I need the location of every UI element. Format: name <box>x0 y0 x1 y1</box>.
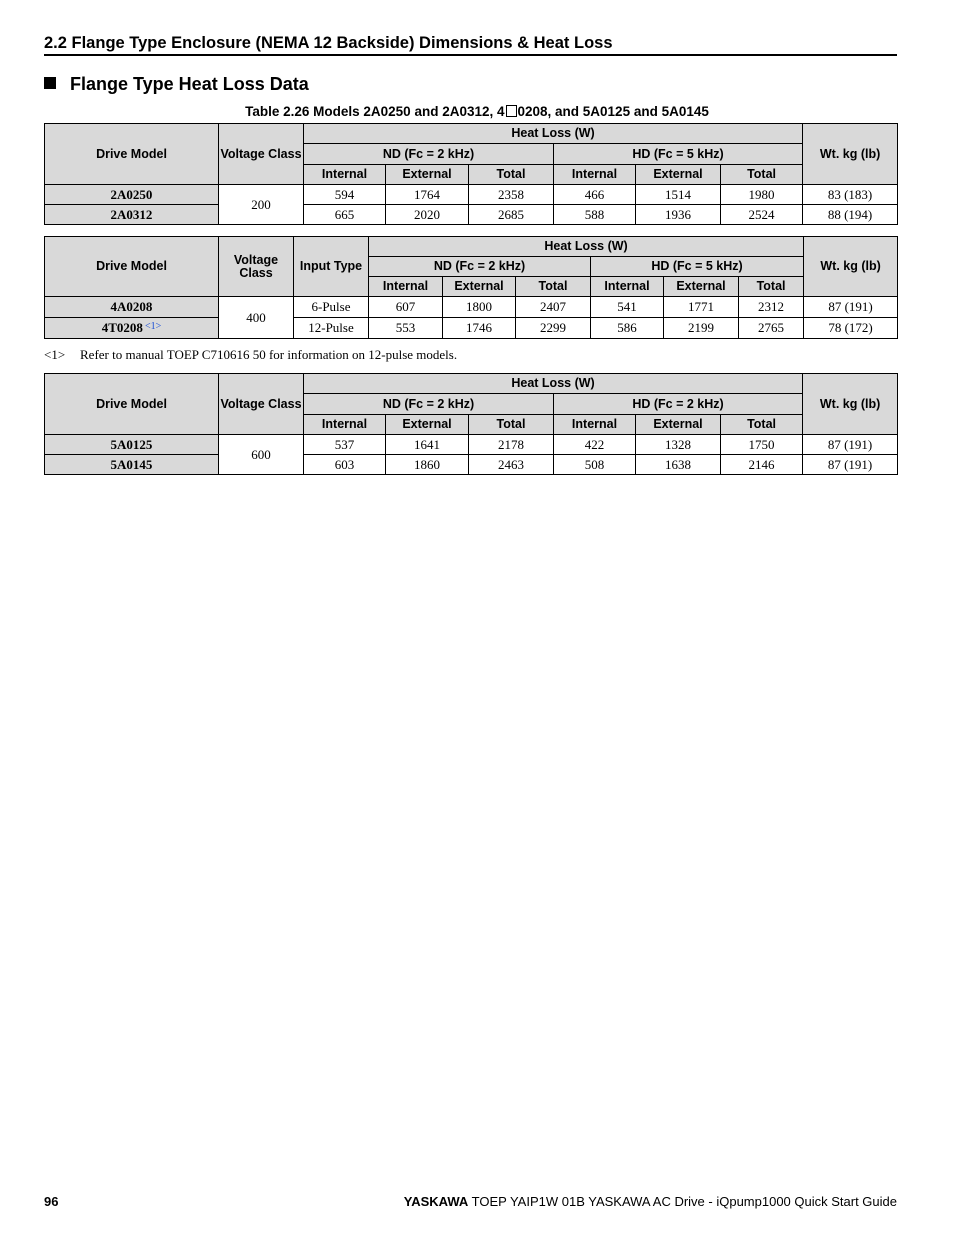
header-hd-internal: Internal <box>554 165 636 185</box>
weight-cell: 87 (191) <box>803 455 898 475</box>
page-number: 96 <box>44 1194 59 1209</box>
weight-cell: 83 (183) <box>803 185 898 205</box>
hd-external-cell: 1936 <box>636 205 721 225</box>
drive-model-cell: 2A0312 <box>45 205 219 225</box>
voltage-cell: 200 <box>219 185 304 225</box>
caption-prefix: Table 2.26 Models 2A0250 and 2A0312, 4 <box>245 104 505 119</box>
hd-total-cell: 2312 <box>739 297 804 318</box>
header-hd: HD (Fc = 5 kHz) <box>591 257 804 277</box>
nd-total-cell: 2463 <box>469 455 554 475</box>
header-nd-total: Total <box>469 415 554 435</box>
caption-suffix: 0208, and 5A0125 and 5A0145 <box>517 104 709 119</box>
nd-external-cell: 1764 <box>386 185 469 205</box>
table-row <box>45 205 898 225</box>
weight-cell: 78 (172) <box>804 318 898 339</box>
header-nd-internal: Internal <box>304 415 386 435</box>
header-weight: Wt. kg (lb) <box>804 237 898 297</box>
footer-title: TOEP YAIP1W 01B YASKAWA AC Drive - iQpump1000 Quick Start Guide <box>468 1194 897 1209</box>
hd-external-cell: 1771 <box>664 297 739 318</box>
nd-external-cell: 1860 <box>386 455 469 475</box>
nd-internal-cell: 594 <box>304 185 386 205</box>
header-weight: Wt. kg (lb) <box>803 124 898 185</box>
heat-loss-table-400v <box>44 236 898 339</box>
nd-internal-cell: 607 <box>369 297 443 318</box>
header-nd-total: Total <box>516 277 591 297</box>
hd-external-cell: 1328 <box>636 435 721 455</box>
header-nd: ND (Fc = 2 kHz) <box>304 394 554 415</box>
header-nd-external: External <box>386 165 469 185</box>
header-hd-internal: Internal <box>554 415 636 435</box>
nd-internal-cell: 665 <box>304 205 386 225</box>
table-row <box>45 455 898 475</box>
footnote <box>44 347 457 363</box>
header-hd-external: External <box>636 165 721 185</box>
nd-total-cell: 2299 <box>516 318 591 339</box>
hd-total-cell: 1750 <box>721 435 803 455</box>
nd-external-cell: 2020 <box>386 205 469 225</box>
header-drive-model: Drive Model <box>45 124 219 185</box>
header-voltage-class: Voltage Class <box>219 237 294 297</box>
hd-total-cell: 2146 <box>721 455 803 475</box>
header-nd: ND (Fc = 2 kHz) <box>369 257 591 277</box>
header-nd-internal: Internal <box>304 165 386 185</box>
nd-internal-cell: 603 <box>304 455 386 475</box>
drive-model-cell: 2A0250 <box>45 185 219 205</box>
header-heat-loss: Heat Loss (W) <box>369 237 804 257</box>
hd-internal-cell: 466 <box>554 185 636 205</box>
hd-internal-cell: 588 <box>554 205 636 225</box>
hd-internal-cell: 541 <box>591 297 664 318</box>
header-nd-external: External <box>386 415 469 435</box>
footnote-link[interactable]: <1> <box>144 321 162 332</box>
header-drive-model: Drive Model <box>45 237 219 297</box>
footer-text <box>404 1194 897 1209</box>
header-heat-loss: Heat Loss (W) <box>304 124 803 144</box>
square-bullet-icon <box>44 77 56 89</box>
box-placeholder-icon <box>506 105 517 117</box>
table-row <box>45 435 898 455</box>
weight-cell: 88 (194) <box>803 205 898 225</box>
voltage-cell: 600 <box>219 435 304 475</box>
hd-internal-cell: 422 <box>554 435 636 455</box>
weight-cell: 87 (191) <box>804 297 898 318</box>
header-voltage-class: Voltage Class <box>219 124 304 185</box>
footnote-text: Refer to manual TOEP C710616 50 for information on 12-pulse models. <box>80 347 458 362</box>
nd-internal-cell: 537 <box>304 435 386 455</box>
nd-total-cell: 2178 <box>469 435 554 455</box>
drive-model-cell <box>45 318 219 339</box>
header-hd: HD (Fc = 2 kHz) <box>554 394 803 415</box>
hd-external-cell: 1514 <box>636 185 721 205</box>
header-drive-model: Drive Model <box>45 374 219 435</box>
drive-model-cell: 4A0208 <box>45 297 219 318</box>
nd-total-cell: 2407 <box>516 297 591 318</box>
header-hd-total: Total <box>721 415 803 435</box>
subsection-title <box>44 74 309 95</box>
header-hd-external: External <box>636 415 721 435</box>
header-nd-external: External <box>443 277 516 297</box>
nd-external-cell: 1746 <box>443 318 516 339</box>
heat-loss-table-600v <box>44 373 898 475</box>
heat-loss-table-200v <box>44 123 898 225</box>
drive-model-cell: 5A0125 <box>45 435 219 455</box>
header-nd: ND (Fc = 2 kHz) <box>304 144 554 165</box>
header-hd-total: Total <box>721 165 803 185</box>
section-title: 2.2 Flange Type Enclosure (NEMA 12 Backside) Dimensions & Heat Loss <box>44 34 897 56</box>
hd-total-cell: 2765 <box>739 318 804 339</box>
footnote-mark: <1> <box>44 347 66 362</box>
header-nd-total: Total <box>469 165 554 185</box>
header-hd-internal: Internal <box>591 277 664 297</box>
hd-internal-cell: 586 <box>591 318 664 339</box>
input-type-cell: 6-Pulse <box>294 297 369 318</box>
header-input-type: Input Type <box>294 237 369 297</box>
table-row <box>45 318 898 339</box>
header-hd-external: External <box>664 277 739 297</box>
header-hd-total: Total <box>739 277 804 297</box>
nd-total-cell: 2685 <box>469 205 554 225</box>
header-heat-loss: Heat Loss (W) <box>304 374 803 394</box>
hd-external-cell: 2199 <box>664 318 739 339</box>
weight-cell: 87 (191) <box>803 435 898 455</box>
drive-model-cell: 5A0145 <box>45 455 219 475</box>
subsection-title-text: Flange Type Heat Loss Data <box>70 74 309 94</box>
nd-external-cell: 1800 <box>443 297 516 318</box>
table-row <box>45 297 898 318</box>
nd-external-cell: 1641 <box>386 435 469 455</box>
voltage-cell: 400 <box>219 297 294 339</box>
input-type-cell: 12-Pulse <box>294 318 369 339</box>
hd-total-cell: 1980 <box>721 185 803 205</box>
table-caption <box>0 104 954 119</box>
header-voltage-class: Voltage Class <box>219 374 304 435</box>
nd-total-cell: 2358 <box>469 185 554 205</box>
hd-internal-cell: 508 <box>554 455 636 475</box>
nd-internal-cell: 553 <box>369 318 443 339</box>
header-weight: Wt. kg (lb) <box>803 374 898 435</box>
table-row <box>45 185 898 205</box>
hd-total-cell: 2524 <box>721 205 803 225</box>
hd-external-cell: 1638 <box>636 455 721 475</box>
header-hd: HD (Fc = 5 kHz) <box>554 144 803 165</box>
footer-brand: YASKAWA <box>403 1194 469 1209</box>
drive-model-text: 4T0208 <box>101 320 143 335</box>
header-nd-internal: Internal <box>369 277 443 297</box>
